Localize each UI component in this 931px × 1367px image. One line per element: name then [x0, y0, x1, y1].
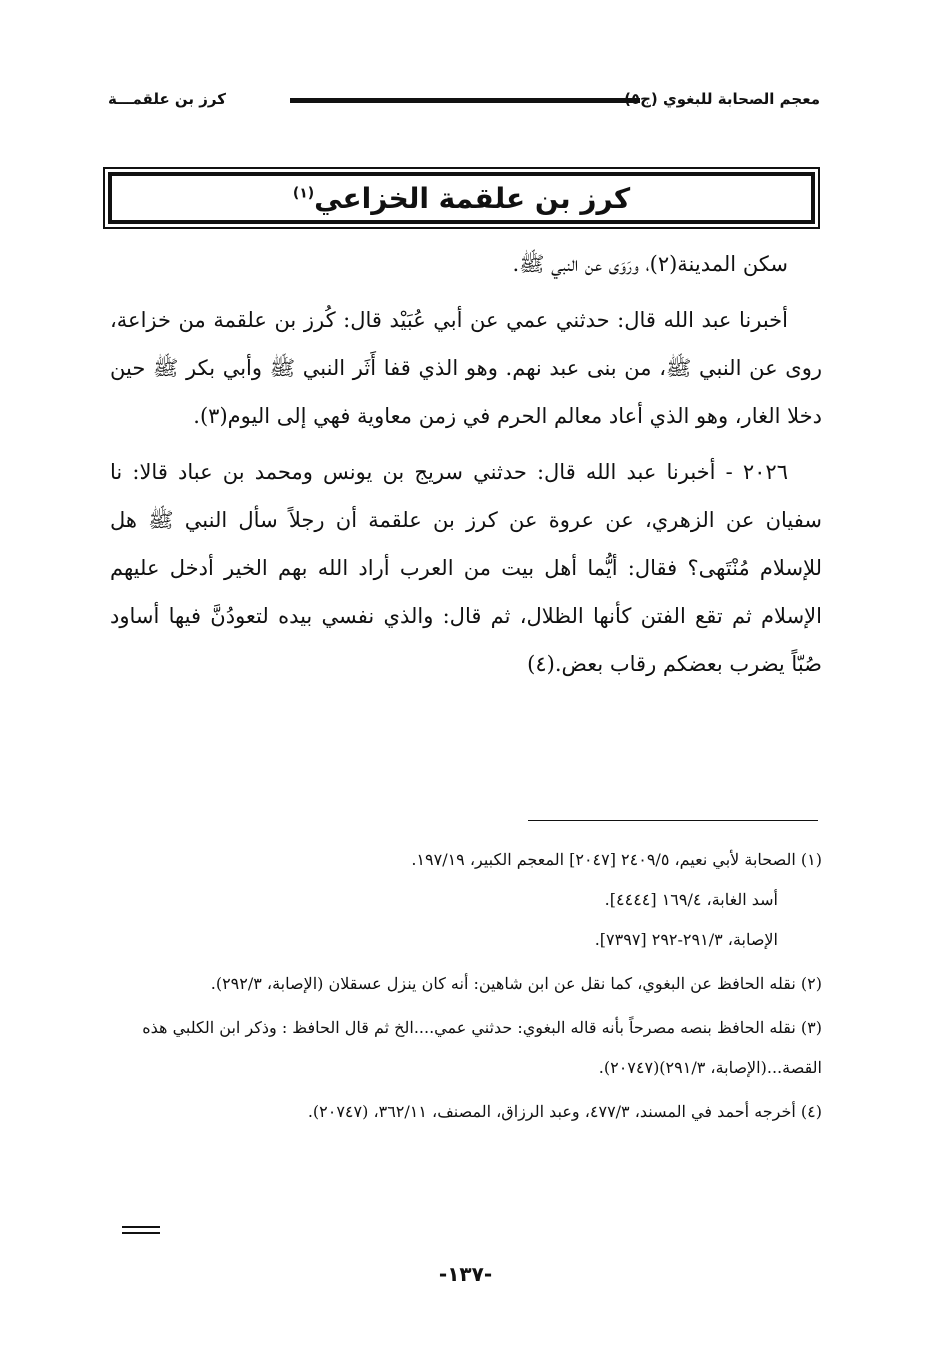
paragraph-1: سكن المدينة(٢)، ورَوَى عن النبي ﷺ.	[512, 252, 788, 276]
footnote-4: (٤) أخرجه أحمد في المسند، ٤٧٧/٣، وعبد الرزاق، المصنف، ٣٦٢/١١، (٢٠٧٤٧).	[307, 1102, 822, 1121]
footnote-3: (٣) نقله الحافظ بنصه مصرحاً بأنه قاله البغوي: حدثني عمي....الخ ثم قال الحافظ : وذكر ابن الكلبي هذه القصة...(الإصابة، ٢٩١/٣)(٢٠٧٤٧).	[142, 1018, 822, 1077]
book-title: معجم الصحابة للبغوي (ج	[640, 90, 820, 108]
title-note-ref: (١)	[292, 185, 315, 202]
title-frame	[103, 167, 820, 229]
main-text	[110, 240, 822, 696]
footnote-1	[110, 840, 822, 960]
paragraph-2: أخبرنا عبد الله قال: حدثني عمي عن أبي عُبَيْد قال: كُرز بن علقمة من خزاعة، روى عن النبي ﷺ، من بنى عبد نهم. وهو الذي قفا أَثَر النبي ﷺ وأبي بكر ﷺ حين دخلا الغار، وهو الذي أعاد معالم الحرم في زمن معاوية فهي إلى اليوم(٣).	[110, 308, 822, 428]
title-text: كرز بن علقمة الخزاعي	[314, 181, 631, 215]
running-header	[108, 86, 820, 116]
title-inner-frame	[108, 172, 815, 224]
footnote-1-line-2: أسد الغابة، ١٦٩/٤ [٤٤٤٤].	[604, 890, 778, 909]
header-rule	[290, 98, 640, 103]
footnote-separator	[528, 820, 818, 821]
footnote-2: (٢) نقله الحافظ عن البغوي، كما نقل عن ابن شاهين: أنه كان ينزل عسقلان (الإصابة، ٢٩٢/٣).	[210, 974, 822, 993]
entry-name: كرز بن علقمـــة	[108, 90, 226, 108]
footnote-1-line-3: الإصابة، ٢٩١/٣-٢٩٢ [٧٣٩٧].	[594, 930, 778, 949]
page-title	[293, 182, 630, 215]
footnote-1-line-1: (١) الصحابة لأبي نعيم، ٢٤٠٩/٥ [٢٠٤٧] المعجم الكبير، ١٩٧/١٩.	[411, 850, 822, 869]
paragraph-3: ٢٠٢٦ - أخبرنا عبد الله قال: حدثني سريج بن يونس ومحمد بن عباد قالا: نا سفيان عن الزهري، عن عروة عن كرز بن علقمة أن رجلاً سأل النبي ﷺ هل للإسلام مُنْتَهى؟ فقال: أيُّما أهل بيت من العرب أراد الله بهم الخير أدخل عليهم الإسلام ثم تقع الفتن كأنها الظلال، ثم قال: والذي نفسي بيده لتعودُنَّ فيها أساود صُبّاً يضرب بعضكم رقاب بعض.(٤)	[110, 460, 822, 676]
footnotes	[110, 840, 822, 1136]
end-mark	[122, 1226, 160, 1238]
page-number: -١٣٧-	[438, 1262, 493, 1286]
